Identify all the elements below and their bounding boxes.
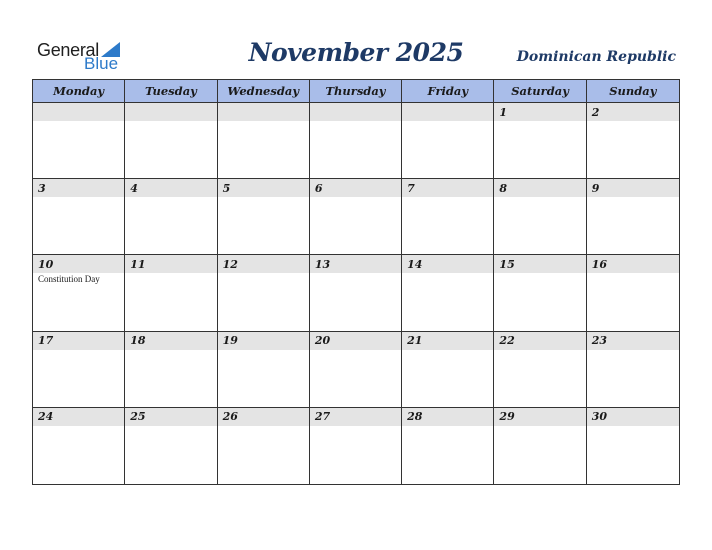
day-number: 22 (499, 334, 515, 348)
day-cell (587, 255, 679, 331)
holiday-label (402, 426, 493, 427)
holiday-label (310, 121, 401, 122)
weekday-header-tuesday: Tuesday (125, 80, 217, 103)
holiday-label (310, 350, 401, 351)
day-cell (310, 332, 402, 408)
day-number-band (494, 103, 585, 121)
day-number: 11 (130, 257, 146, 271)
day-number-band (33, 408, 124, 426)
day-cell (402, 103, 494, 179)
day-number: 21 (407, 334, 423, 348)
day-number-band (125, 103, 216, 121)
day-cell (587, 408, 679, 484)
day-number-band (494, 332, 585, 350)
holiday-label (494, 197, 585, 198)
day-number: 16 (591, 257, 608, 271)
day-cell (33, 179, 125, 255)
day-cell (587, 179, 679, 255)
holiday-label (33, 426, 124, 427)
weekday-header-monday: Monday (33, 80, 125, 103)
day-number-band (310, 255, 401, 273)
day-number-band (33, 103, 124, 121)
day-number-band (33, 255, 124, 273)
day-cell (494, 408, 586, 484)
holiday-label (587, 197, 679, 198)
day-number: 1 (499, 105, 508, 119)
day-number-band (310, 332, 401, 350)
day-number: 6 (314, 181, 323, 195)
weekday-header-sunday: Sunday (587, 80, 679, 103)
weekday-header-thursday: Thursday (310, 80, 402, 103)
holiday-label (125, 350, 216, 351)
weekday-header-wednesday: Wednesday (218, 80, 310, 103)
day-cell (218, 408, 310, 484)
holiday-label (494, 273, 585, 274)
day-number-band (402, 255, 493, 273)
day-number: 19 (222, 334, 238, 348)
holiday-label (218, 273, 309, 274)
holiday-label (310, 197, 401, 198)
day-cell (218, 103, 310, 179)
day-cell (310, 103, 402, 179)
holiday-label (218, 350, 309, 351)
holiday-label (218, 426, 309, 427)
holiday-label (310, 426, 401, 427)
holiday-label (402, 121, 493, 122)
day-cell (33, 255, 125, 331)
day-number-band (402, 408, 493, 426)
holiday-label (310, 273, 401, 274)
day-number: 8 (499, 181, 508, 195)
day-cell (402, 255, 494, 331)
day-number: 4 (130, 181, 138, 195)
holiday-label (402, 350, 493, 351)
day-number: 29 (499, 410, 515, 424)
day-cell (218, 332, 310, 408)
day-number-band (587, 103, 679, 121)
month-title: November 2025 (248, 38, 464, 67)
day-number: 15 (499, 257, 515, 271)
day-number-band (310, 408, 401, 426)
day-number: 12 (222, 257, 238, 271)
day-number: 27 (314, 410, 331, 424)
day-cell (310, 179, 402, 255)
holiday-label (125, 273, 216, 274)
holiday-label: Constitution Day (38, 274, 100, 285)
day-number: 24 (38, 410, 54, 424)
day-number: 3 (38, 181, 46, 195)
day-number-band (587, 408, 679, 426)
day-number: 17 (38, 334, 54, 348)
day-number: 25 (130, 410, 146, 424)
weekday-header-saturday: Saturday (494, 80, 586, 103)
day-number: 5 (222, 181, 231, 195)
holiday-label (125, 197, 216, 198)
day-number-band (33, 179, 124, 197)
day-number-band (310, 103, 401, 121)
day-number-band (587, 332, 679, 350)
day-number-band (125, 332, 216, 350)
day-cell (125, 103, 217, 179)
day-number: 9 (591, 181, 600, 195)
weekday-header-friday: Friday (402, 80, 494, 103)
day-number: 18 (130, 334, 146, 348)
day-number-band (33, 332, 124, 350)
day-cell (125, 255, 217, 331)
day-cell (125, 408, 217, 484)
day-number: 2 (591, 105, 600, 119)
day-cell (494, 255, 586, 331)
day-number-band (402, 179, 493, 197)
day-number-band (125, 179, 216, 197)
day-number: 30 (591, 410, 608, 424)
day-number-band (494, 408, 585, 426)
country-name: Dominican Republic (516, 49, 676, 65)
day-number-band (494, 179, 585, 197)
holiday-label (494, 426, 585, 427)
holiday-label (587, 121, 679, 122)
holiday-label (218, 197, 309, 198)
day-number: 28 (407, 410, 423, 424)
day-number-band (587, 255, 679, 273)
day-number-band (218, 332, 309, 350)
day-number: 13 (314, 257, 331, 271)
holiday-label (494, 350, 585, 351)
holiday-label (33, 121, 124, 122)
day-cell (402, 408, 494, 484)
holiday-label (33, 197, 124, 198)
day-cell (33, 332, 125, 408)
generalblue-logo (37, 40, 137, 74)
holiday-label (587, 426, 679, 427)
day-cell (310, 255, 402, 331)
day-cell (402, 179, 494, 255)
day-number-band (310, 179, 401, 197)
day-cell (218, 255, 310, 331)
day-cell (218, 179, 310, 255)
holiday-label (125, 426, 216, 427)
calendar-grid (32, 79, 680, 485)
holiday-label (494, 121, 585, 122)
holiday-label (402, 273, 493, 274)
day-number: 26 (222, 410, 238, 424)
day-cell (494, 179, 586, 255)
holiday-label (587, 350, 679, 351)
day-number: 7 (407, 181, 415, 195)
day-number-band (402, 103, 493, 121)
day-number: 14 (407, 257, 423, 271)
day-cell (33, 103, 125, 179)
logo-text-blue: Blue (84, 54, 119, 73)
day-cell (402, 332, 494, 408)
day-number-band (587, 179, 679, 197)
day-cell (587, 332, 679, 408)
day-number: 10 (38, 257, 54, 271)
day-number-band (125, 255, 216, 273)
day-cell (125, 179, 217, 255)
day-number-band (125, 408, 216, 426)
holiday-label (218, 121, 309, 122)
holiday-label (587, 273, 679, 274)
day-number-band (402, 332, 493, 350)
day-cell (494, 332, 586, 408)
day-cell (33, 408, 125, 484)
day-number: 20 (314, 334, 331, 348)
day-number-band (218, 255, 309, 273)
day-number-band (218, 408, 309, 426)
day-cell (125, 332, 217, 408)
day-number-band (218, 103, 309, 121)
holiday-label (33, 350, 124, 351)
day-cell (494, 103, 586, 179)
holiday-label (402, 197, 493, 198)
holiday-label (125, 121, 216, 122)
logo-text-general: General (37, 40, 99, 60)
day-number-band (218, 179, 309, 197)
day-number: 23 (591, 334, 608, 348)
day-cell (587, 103, 679, 179)
day-number-band (494, 255, 585, 273)
day-cell (310, 408, 402, 484)
